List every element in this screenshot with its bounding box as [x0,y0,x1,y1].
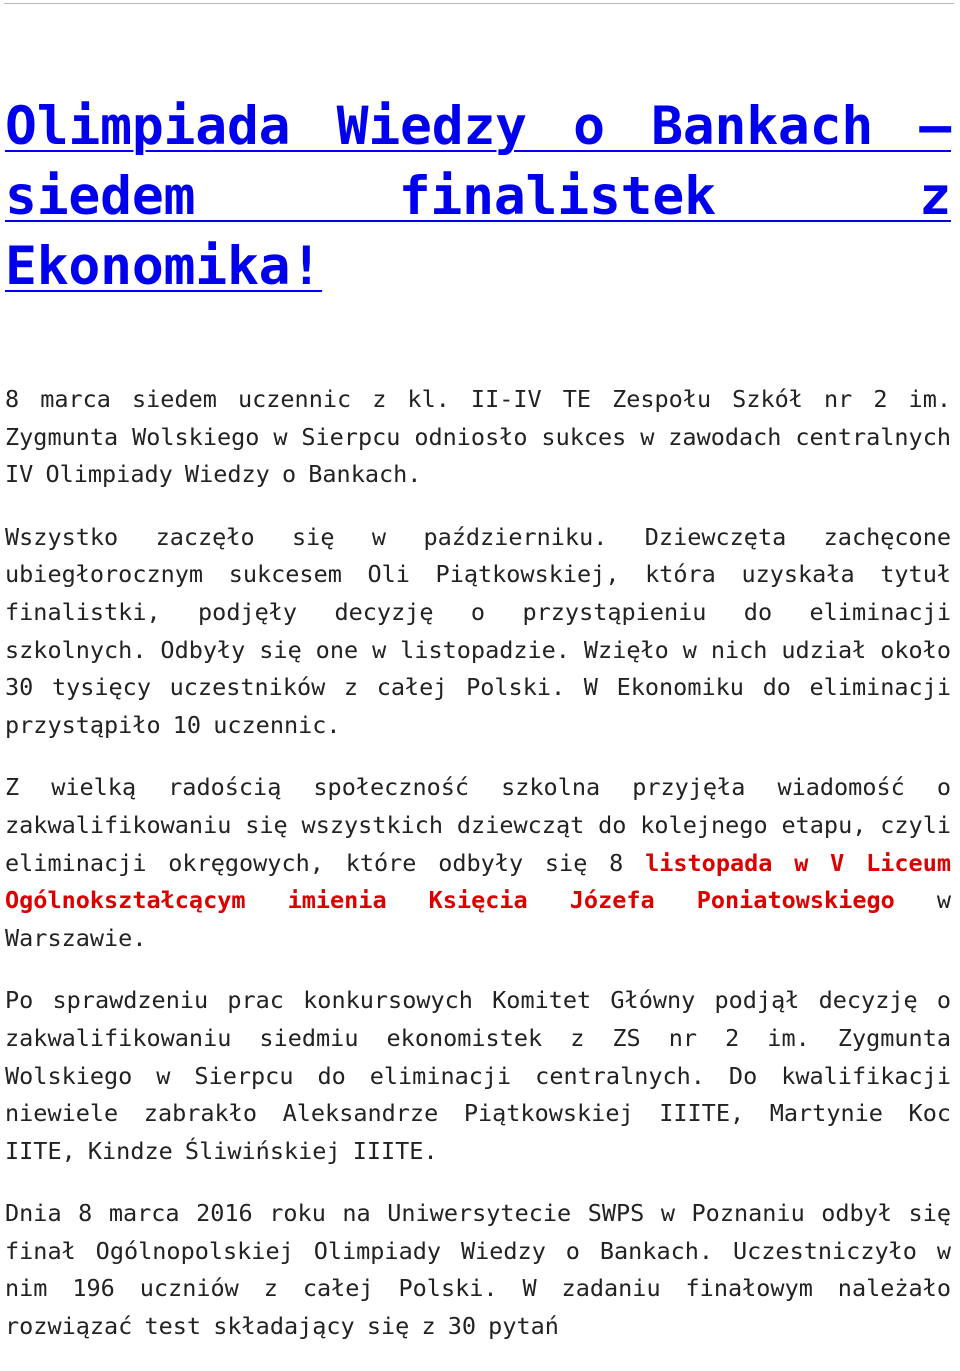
paragraph-regional [5,769,951,957]
paragraph-october: Wszystko zaczęło się w październiku. Dziewczęta zachęcone ubiegłorocznym sukcesem Oli Piątkowskiej, która uzyskała tytuł finalistki, podjęły decyzję o przystąpieniu do eliminacji szkolnych. Odbyły się one w listopadzie. Wzięło w nich udział około 30 tysięcy uczestników z całej Polski. W Ekonomiku do eliminacji przystąpiło 10 uczennic. [5,522,951,739]
highlighted-venue: listopada w V Liceum Ogólnokształcącym imienia Księcia Józefa Poniatowskiego [5,848,951,915]
article-title-link[interactable]: Olimpiada Wiedzy o Bankach – siedem finalistek z Ekonomika! [5,96,951,297]
top-divider [4,3,954,4]
paragraph-final: Dnia 8 marca 2016 roku na Uniwersytecie SWPS w Poznaniu odbył się finał Ogólnopolskiej Olimpiady Wiedzy o Bankach. Uczestniczyło w nim 196 uczniów z całej Polski. W zadaniu finałowym należało rozwiązać test składający się z 30 pytań [5,1199,951,1341]
article-body [5,381,951,1346]
paragraph-regional-text-before: Z wielką radością społeczność szkolna przyjęła wiadomość o zakwalifikowaniu się wszystkich dziewcząt do kolejnego etapu, czyli eliminacji okręgowych, które odbyły się 8 [5,773,951,877]
paragraph-regional-text-after: w Warszawie. [5,886,952,952]
article [5,92,951,1371]
paragraph-qualification: Po sprawdzeniu prac konkursowych Komitet Główny podjął decyzję o zakwalifikowaniu siedmiu ekonomistek z ZS nr 2 im. Zygmunta Wolskiego w Sierpcu do eliminacji centralnych. Do kwalifikacji niewiele zabrakło Aleksandrze Piątkowskiej IIITE, Martynie Koc IITE, Kindze Śliwińskiej IIITE. [5,986,951,1165]
article-title [5,92,951,302]
paragraph-intro: 8 marca siedem uczennic z kl. II-IV TE Zespołu Szkół nr 2 im. Zygmunta Wolskiego w Sierpcu odniosło sukces w zawodach centralnych IV Olimpiady Wiedzy o Bankach. [5,385,951,489]
